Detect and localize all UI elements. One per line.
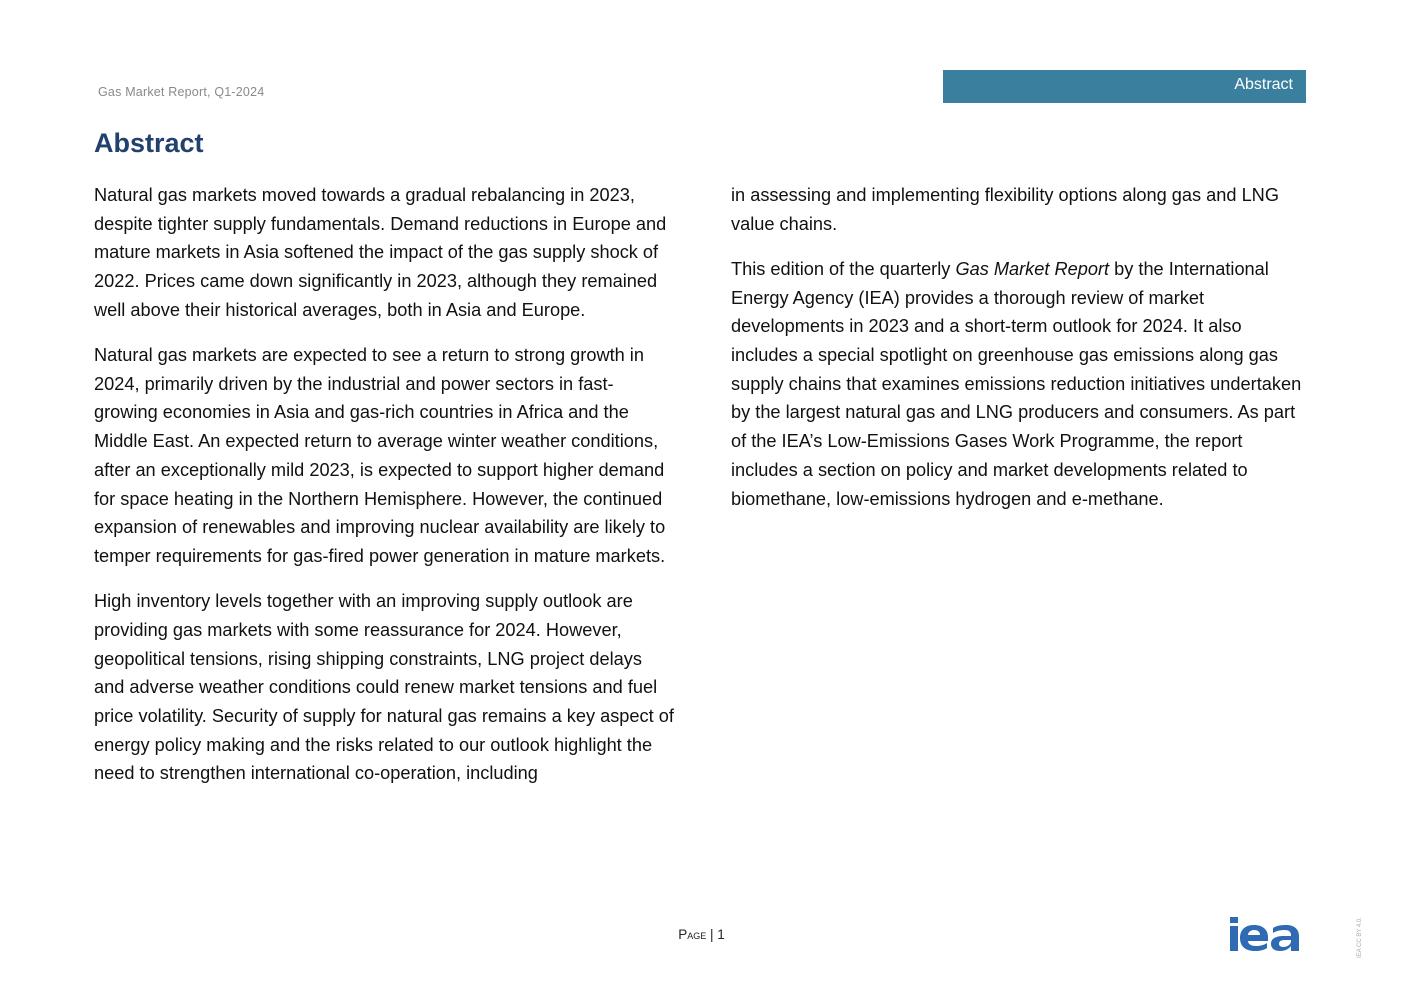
paragraph: in assessing and implementing flexibility options along gas and LNG value chains. <box>731 185 1279 234</box>
report-running-title: Gas Market Report, Q1-2024 <box>98 85 265 99</box>
paragraph: Natural gas markets moved towards a gradual rebalancing in 2023, despite tighter supply fundamentals. Demand reductions in Europe and mature markets in Asia softened the impact of the gas supply shock of 2022. Prices came down significantly in 2023, although they remained well above their historical averages, both in Asia and Europe. <box>94 185 667 320</box>
page-title: Abstract <box>94 128 204 158</box>
section-banner <box>943 70 1306 103</box>
iea-logo <box>1230 917 1308 951</box>
paragraph: Natural gas markets are expected to see a return to strong growth in 2024, primarily driven by the industrial and power sectors in fast-growing economies in Asia and gas-rich countries in Africa and the Middle East. An expected return to average winter weather conditions, after an exceptionally mild 2023, is expected to support higher demand for space heating in the Northern Hemisphere. However, the continued expansion of renewables and improving nuclear availability are likely to temper requirements for gas-fired power generation in mature markets. <box>94 345 666 566</box>
paragraph: High inventory levels together with an improving supply outlook are providing gas markets with some reassurance for 2024. However, geopolitical tensions, rising shipping constraints, LNG project delays and adverse weather conditions could renew market tensions and fuel price volatility. Security of supply for natural gas remains a key aspect of energy policy making and the risks related to our outlook highlight the need to strengthen international co-operation, including <box>94 591 674 784</box>
license-note: IEA CC BY 4.0. <box>1357 917 1363 958</box>
page-number <box>0 927 1403 942</box>
page-number-value: 1 <box>717 927 725 942</box>
right-column <box>731 181 1313 530</box>
paragraph-text: by the International Energy Agency (IEA) provides a thorough review of market developments in 2023 and a short-term outlook for 2024. It also includes a special spotlight on greenhouse gas emissions along gas supply chains that examines emissions reduction initiatives undertaken by the largest natural gas and LNG producers and consumers. As part of the IEA’s Low-Emissions Gases Work Programme, the report includes a section on policy and market developments related to biomethane, low-emissions hydrogen and e-methane. <box>731 258 1302 509</box>
left-column <box>94 181 676 805</box>
page-separator: | <box>706 927 718 942</box>
paragraph <box>731 255 1313 513</box>
page-label: Page <box>678 927 707 942</box>
paragraph-text: This edition of the quarterly <box>731 258 956 279</box>
report-title-italic: Gas Market Report <box>955 258 1110 279</box>
section-banner-label: Abstract <box>1234 76 1293 93</box>
